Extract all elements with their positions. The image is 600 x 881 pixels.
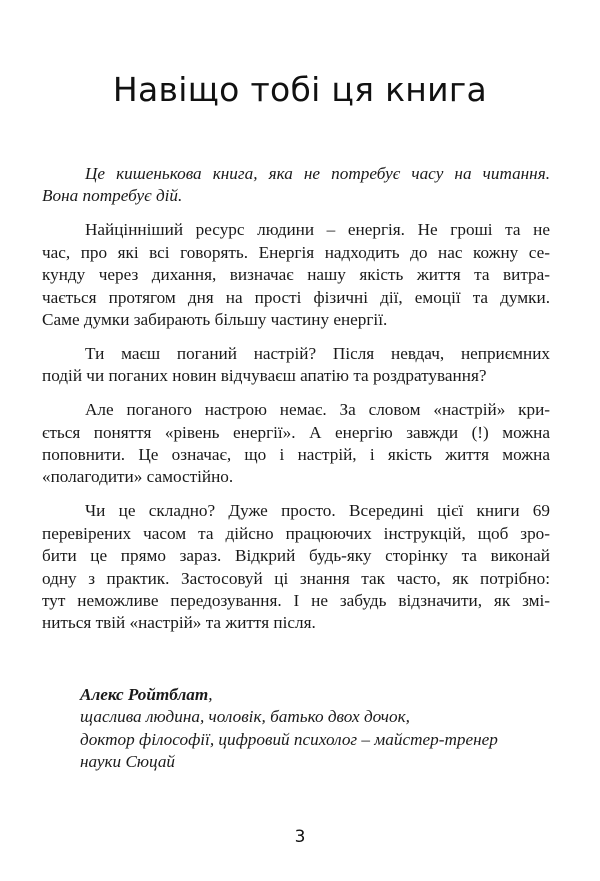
paragraph-bad-mood: [42, 343, 550, 388]
paragraph-energy-level: [42, 399, 550, 489]
page-title: Навіщо тобі ця книга: [112, 70, 488, 109]
intro-line: Це кишенькова книга, яка не потребує часу на читання.: [85, 164, 550, 183]
paragraph-line: «полагодити» самостійно.: [42, 467, 234, 487]
paragraph-line: кунду через дихання, визначає нашу якість життя та витра-: [42, 265, 550, 285]
author-comma: ,: [208, 685, 213, 704]
paragraph-line: Найцінніший ресурс людини – енергія. Не гроші та не: [85, 220, 550, 240]
paragraph-line: тут неможливе передозування. І не забудь відзначити, як змі-: [42, 590, 550, 610]
author-description-line: доктор філософії, цифровий психолог – майстер-тренер: [80, 729, 498, 749]
intro-line: Вона потребує дій.: [42, 186, 183, 206]
intro-paragraph: [42, 163, 550, 208]
paragraph-line: ється поняття «рівень енергії». А енергію завжди (!) можна: [42, 422, 550, 442]
paragraph-line: бити це прямо зараз. Відкрий будь-яку сторінку та виконай: [42, 546, 550, 566]
body-text: [42, 163, 550, 646]
paragraph-instructions: [42, 500, 550, 634]
author-description-line: науки Сюцай: [80, 752, 176, 772]
paragraph-line: час, про які всі говорять. Енергія надходить до нас кожну се-: [42, 242, 550, 262]
page-number: 3: [294, 827, 306, 847]
author-line: [80, 684, 560, 706]
paragraph-line: Але поганого настрою немає. За словом «настрій» кри-: [85, 400, 550, 420]
paragraph-line: перевірених часом та дійсно працюючих інструкцій, щоб зро-: [42, 523, 550, 543]
author-name: Алекс Ройтблат: [80, 685, 209, 704]
paragraph-line: ниться твій «настрій» та життя після.: [42, 613, 316, 633]
paragraph-line: чається протягом дня на прості фізичні дії, емоції та думки.: [42, 287, 550, 307]
paragraph-line: Ти маєш поганий настрій? Після невдач, неприємних: [85, 343, 550, 363]
paragraph-line: одну з практик. Застосовуй ці знання так часто, як потрібно:: [42, 568, 550, 588]
paragraph-line: подій чи поганих новин відчуваєш апатію та роздратування?: [42, 366, 487, 386]
paragraph-line: Саме думки забирають більшу частину енергії.: [42, 309, 388, 329]
paragraph-line: Чи це складно? Дуже просто. Всередині цієї книги 69: [85, 501, 550, 521]
author-description-line: щаслива людина, чоловік, батько двох дочок,: [80, 707, 410, 727]
paragraph-line: поповнити. Це означає, що і настрій, і якість життя можна: [42, 444, 550, 464]
paragraph-energy: [42, 219, 550, 331]
author-signature: [80, 684, 560, 774]
